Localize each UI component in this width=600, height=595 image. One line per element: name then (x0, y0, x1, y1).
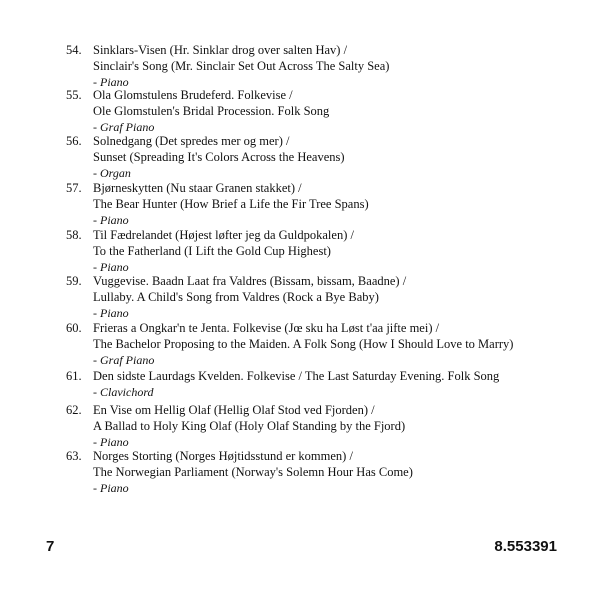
track-title-line: Sunset (Spreading It's Colors Across the Heavens) (93, 150, 345, 164)
track-title-line: Ole Glomstulen's Bridal Procession. Folk Song (93, 104, 330, 118)
track-title-line: To the Fatherland (I Lift the Gold Cup Highest) (93, 244, 331, 258)
track-instrument: - Organ (93, 166, 131, 180)
track-number: 59. (66, 274, 82, 288)
track-instrument: - Clavichord (93, 385, 154, 399)
track-titles (93, 180, 573, 228)
track-instrument: - Graf Piano (93, 353, 155, 367)
track-number: 57. (66, 181, 82, 195)
track-number: 58. (66, 228, 82, 242)
track-title-line: Lullaby. A Child's Song from Valdres (Rock a Bye Baby) (93, 290, 379, 304)
track-title-line: The Bear Hunter (How Brief a Life the Fir Tree Spans) (93, 197, 369, 211)
track-title-line: Bjørneskytten (Nu staar Granen stakket) / (93, 181, 302, 195)
track-number: 55. (66, 88, 82, 102)
track-title-line: Sinklars-Visen (Hr. Sinklar drog over salten Hav) / (93, 43, 348, 57)
track-instrument: - Piano (93, 306, 129, 320)
track-title-line: Til Fædrelandet (Højest løfter jeg da Guldpokalen) / (93, 228, 354, 242)
track-title-line: A Ballad to Holy King Olaf (Holy Olaf Standing by the Fjord) (93, 419, 406, 433)
track-title-line: Ola Glomstulens Brudeferd. Folkevise / (93, 88, 293, 102)
track-title-line: The Bachelor Proposing to the Maiden. A Folk Song (How I Should Love to Marry) (93, 337, 514, 351)
track-title-line: Sinclair's Song (Mr. Sinclair Set Out Across The Salty Sea) (93, 59, 390, 73)
track-instrument: - Piano (93, 481, 129, 495)
track-number: 62. (66, 403, 82, 417)
track-instrument: - Piano (93, 75, 129, 89)
track-title-line: Den sidste Laurdags Kvelden. Folkevise / The Last Saturday Evening. Folk Song (93, 369, 500, 383)
track-title-line: Norges Storting (Norges Højtidsstund er kommen) / (93, 449, 353, 463)
track-titles (93, 87, 573, 135)
track-title-line: Solnedgang (Det spredes mer og mer) / (93, 134, 290, 148)
track-instrument: - Piano (93, 260, 129, 274)
track-titles (93, 273, 573, 321)
track-instrument: - Graf Piano (93, 120, 155, 134)
track-title-line: En Vise om Hellig Olaf (Hellig Olaf Stod ved Fjorden) / (93, 403, 375, 417)
track-instrument: - Piano (93, 435, 129, 449)
page-number: 7 (46, 538, 55, 555)
track-title-line: Frieras a Ongkar'n te Jenta. Folkevise (Jœ sku ha Løst t'aa jifte mei) / (93, 321, 440, 335)
track-titles (93, 42, 573, 90)
track-number: 61. (66, 369, 82, 383)
track-number: 54. (66, 43, 82, 57)
track-titles (93, 402, 573, 450)
track-titles (93, 368, 573, 400)
track-title-line: The Norwegian Parliament (Norway's Solemn Hour Has Come) (93, 465, 413, 479)
track-titles (93, 448, 573, 496)
track-number: 56. (66, 134, 82, 148)
track-title-line: Vuggevise. Baadn Laat fra Valdres (Bissam, bissam, Baadne) / (93, 274, 407, 288)
track-titles (93, 320, 573, 368)
track-titles (93, 227, 573, 275)
catalog-number: 8.553391 (494, 538, 557, 555)
track-number: 60. (66, 321, 82, 335)
track-instrument: - Piano (93, 213, 129, 227)
track-titles (93, 133, 573, 181)
track-number: 63. (66, 449, 82, 463)
